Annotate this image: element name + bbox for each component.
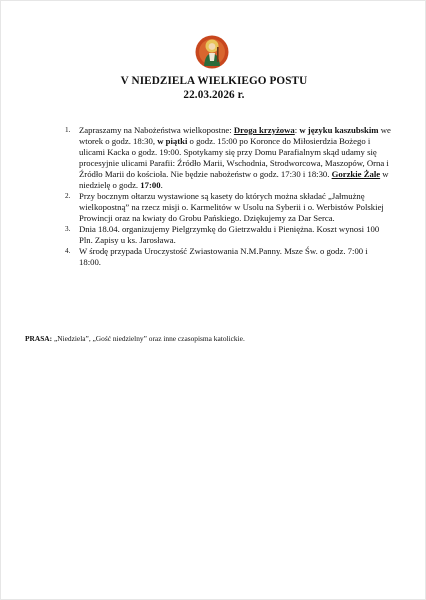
press-note — [25, 334, 245, 343]
item-text: W środę przypada Uroczystość Zwiastowania N.M.Panny. Msze Św. o godz. 7:00 i 18:00. — [79, 246, 368, 267]
item-number: 4. — [65, 247, 71, 255]
page-title: V NIEDZIELA WIELKIEGO POSTU — [120, 75, 308, 87]
item-text: Zapraszamy na Nabożeństwa wielkopostne: — [79, 125, 234, 135]
list-item — [65, 191, 391, 224]
item-text: w niedzielę o godz. — [79, 169, 389, 190]
item-highlight: 17:00 — [140, 180, 161, 190]
page-date: 22.03.2026 r. — [183, 89, 245, 101]
item-text: : — [294, 125, 300, 135]
item-number: 2. — [65, 192, 71, 200]
item-text: we wtorek o godz. 18:30, — [79, 125, 391, 146]
item-text: Dnia 18.04. organizujemy Pielgrzymkę do Gietrzwałdu i Pieniężna. Koszt wynosi 100 Pln. Zapisy u ks. Jarosława. — [79, 224, 380, 245]
list-item — [65, 246, 391, 268]
item-highlight: Droga krzyżowa — [233, 125, 295, 135]
saint-emblem-icon — [195, 35, 229, 69]
item-number: 3. — [65, 225, 71, 233]
announcement-list — [65, 125, 391, 268]
item-highlight: w piątki — [157, 136, 188, 146]
item-text: o godz. 15:00 po Koronce do Miłosierdzia Bożego i ulicami Kacka o godz. 19:00. Spotykamy się przy Domu Parafialnym skąd udamy się procesyjnie ulicami Parafii: Źródło Marii, Wschodnia, Strodworcowa, Maszopów, Orna i Źródło Marii do kościoła. Nie będzie nabożeństw o godz. 17:30 i 18:30. — [79, 136, 389, 179]
item-highlight: Gorzkie Żale — [331, 169, 381, 179]
item-number: 1. — [65, 126, 71, 134]
item-text: Przy bocznym ołtarzu wystawione są kasety do których można składać „Jałmużnę wielkopostną” na rzecz misji o. Karmelitów w Usolu na Syberii i o. Werbistów Polskiej Prowincji oraz na kwiaty do Grobu Pańskiego. Dziękujemy za Dar Serca. — [79, 191, 384, 223]
press-text: „Niedziela”, „Gość niedzielny” oraz inne czasopisma katolickie. — [52, 334, 245, 343]
item-highlight: w języku kaszubskim — [299, 125, 379, 135]
item-text: . — [160, 180, 163, 190]
list-item — [65, 125, 391, 191]
press-label: PRASA: — [25, 334, 53, 343]
list-item — [65, 224, 391, 246]
